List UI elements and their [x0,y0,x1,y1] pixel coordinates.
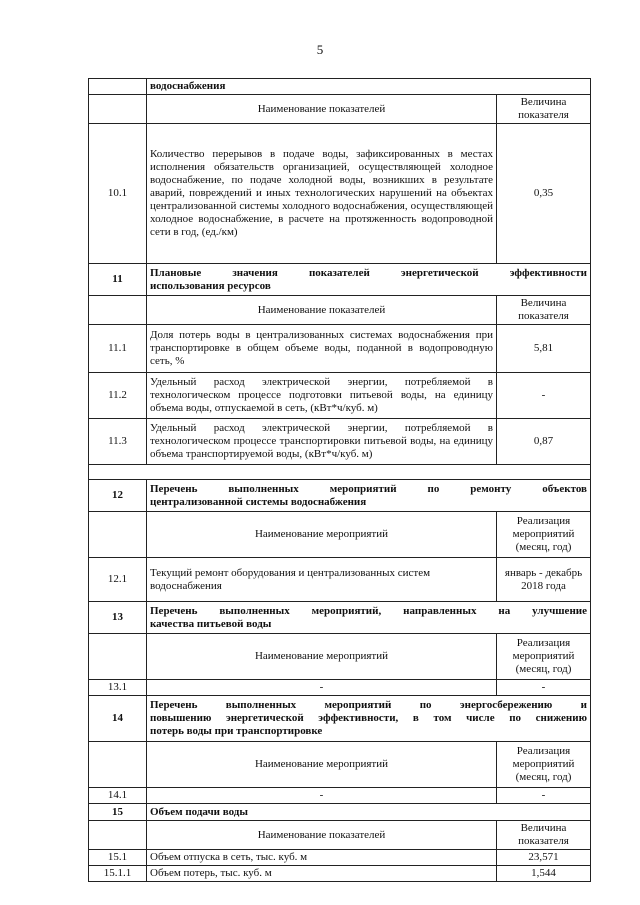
measure-name: - [147,788,497,804]
column-header-value: Реализация мероприятий (месяц, год) [497,742,591,788]
column-header-value: Реализация мероприятий (месяц, год) [497,512,591,558]
table-row [89,788,591,804]
section-title [147,696,591,742]
empty-cell [89,634,147,680]
section-row [89,264,591,296]
indicator-name: Объем отпуска в сеть, тыс. куб. м [147,850,497,866]
section-number: 13 [89,602,147,634]
section-row [89,804,591,821]
column-header-name: Наименование показателей [147,95,497,124]
section-title-line: Плановые значения показателей энергетической эффективности [150,266,587,279]
section-title [147,264,591,296]
table-row [89,680,591,696]
row-number: 15.1 [89,850,147,866]
section-title-line: Перечень выполненных мероприятий по ремонту объектов [150,482,587,495]
column-header-name: Наименование мероприятий [147,634,497,680]
section-number: 14 [89,696,147,742]
table-row [89,850,591,866]
section-title-line: централизованной системы водоснабжения [150,495,367,508]
indicator-value: 1,544 [497,866,591,882]
indicator-name: Доля потерь воды в централизованных системах водоснабжения при транспортировке в общем объеме воды, поданной в водопроводную сеть, % [147,325,497,373]
indicator-value: 0,35 [497,124,591,264]
section-title-line: повышению энергетической эффективности, в том числе по снижению [150,712,587,724]
report-title-row [89,465,591,480]
indicator-name: Объем потерь, тыс. куб. м [147,866,497,882]
table-row [89,419,591,465]
table-row [89,558,591,602]
section-number: 15 [89,804,147,821]
section-number: 11 [89,264,147,296]
section-title [147,480,591,512]
row-number: 14.1 [89,788,147,804]
page-number: 5 [316,42,324,57]
section-row [89,696,591,742]
row-number: 12.1 [89,558,147,602]
indicator-name: Удельный расход электрической энергии, потребляемой в технологическом процессе подготовки питьевой воды, на единицу объема воды, отпускаемой в сеть, (кВт*ч/куб. м) [147,373,497,419]
table-row [89,373,591,419]
table-header-row [89,512,591,558]
row-number: 13.1 [89,680,147,696]
column-header-value: Реализация мероприятий (месяц, год) [497,634,591,680]
section-title-line: Перечень выполненных мероприятий, направленных на улучшение [150,604,587,617]
row-number: 11.3 [89,419,147,465]
column-header-name: Наименование мероприятий [147,742,497,788]
section-title-line: использования ресурсов [150,279,271,292]
indicator-value: - [497,373,591,419]
column-header-value: Величина показателя [497,296,591,325]
column-header-value: Величина показателя [497,95,591,124]
section-number: 12 [89,480,147,512]
indicators-table [88,78,591,882]
section-title: Объем подачи воды [147,804,591,821]
indicator-value: 5,81 [497,325,591,373]
row-number: 10.1 [89,124,147,264]
measure-period: январь - декабрь 2018 года [497,558,591,602]
measure-name: - [147,680,497,696]
column-header-name: Наименование мероприятий [147,512,497,558]
indicator-value: 23,571 [497,850,591,866]
section-title: водоснабжения [147,79,591,95]
table-header-row [89,742,591,788]
indicator-name: Количество перерывов в подаче воды, зафиксированных в местах исполнения обязательств организацией, осуществляющей холодное водоснабжение, по подаче холодной воды, возникших в результате аварий, повреждений и иных технологических нарушений на объектах централизованной системы холодного водоснабжения, осуществляющей холодное водоснабжение, в расчете на протяженность водопроводной сети в год, (ед./км) [147,124,497,264]
empty-cell [89,821,147,850]
section-title-line: качества питьевой воды [150,617,272,630]
measure-period: - [497,788,591,804]
measure-period: - [497,680,591,696]
row-number [89,79,147,95]
row-number: 11.1 [89,325,147,373]
table-header-row [89,296,591,325]
table-row [89,866,591,882]
indicator-value: 0,87 [497,419,591,465]
section-row [89,602,591,634]
column-header-name: Наименование показателей [147,821,497,850]
empty-cell [89,512,147,558]
table-header-row [89,821,591,850]
column-header-name: Наименование показателей [147,296,497,325]
section-title-line: Перечень выполненных мероприятий по энергосбережению и [150,699,587,711]
indicator-name: Удельный расход электрической энергии, потребляемой в технологическом процессе транспортировки питьевой воды, на единицу объема транспортируемой воды, (кВт*ч/куб. м) [147,419,497,465]
empty-cell [89,296,147,325]
section-row [89,480,591,512]
table-row [89,79,591,95]
row-number: 11.2 [89,373,147,419]
empty-cell [89,95,147,124]
column-header-value: Величина показателя [497,821,591,850]
section-title [147,602,591,634]
measure-name: Текущий ремонт оборудования и централизованных систем водоснабжения [147,558,497,602]
table-row [89,124,591,264]
section-title-line: потерь воды при транспортировке [150,725,323,737]
table-header-row [89,634,591,680]
row-number: 15.1.1 [89,866,147,882]
table-header-row [89,95,591,124]
report-title [89,465,591,480]
table-row [89,325,591,373]
empty-cell [89,742,147,788]
